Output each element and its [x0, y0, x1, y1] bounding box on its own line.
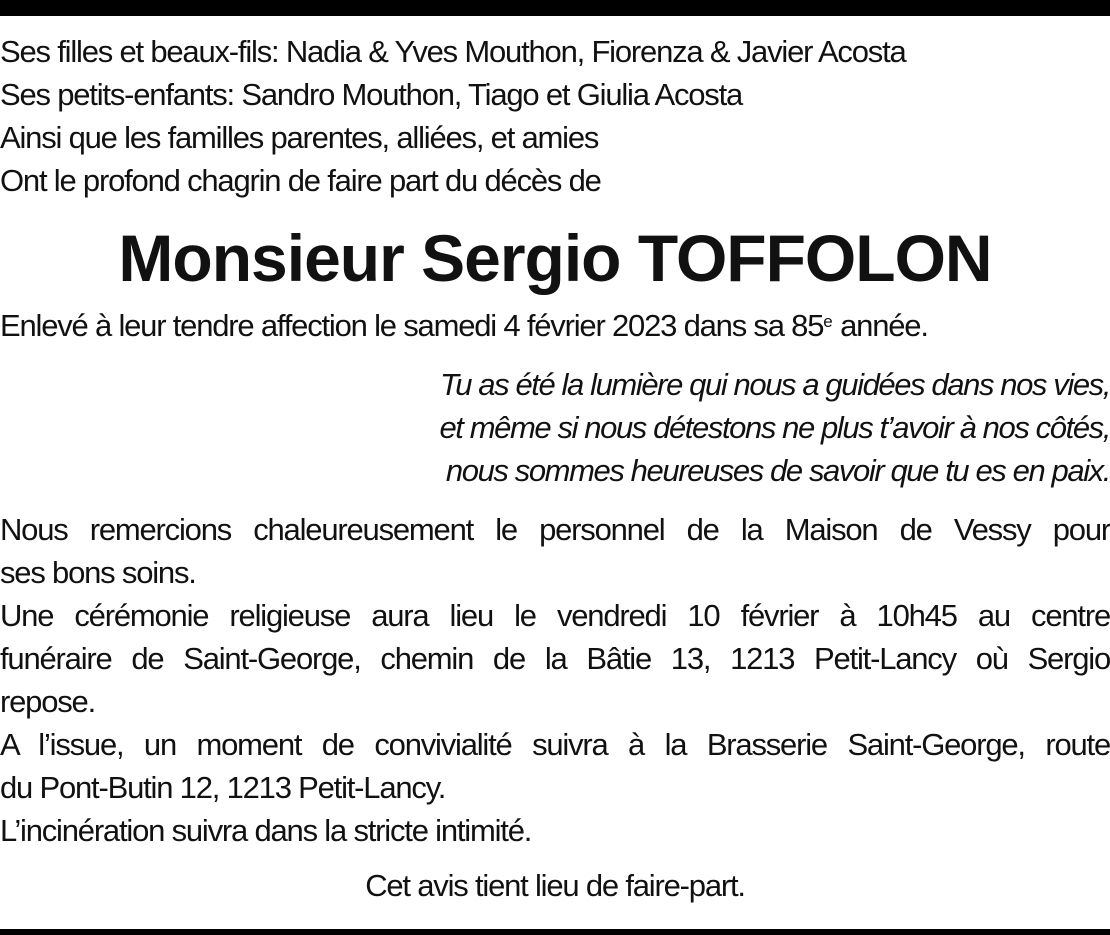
death-announcement [0, 304, 1110, 347]
ceremony-line: Une cérémonie religieuse aura lieu le vendredi 10 février à 10h45 au centre [0, 598, 1110, 633]
ceremony-line: funéraire de Saint-George, chemin de la Bâtie 13, 1213 Petit-Lancy où Sergio [0, 641, 1110, 676]
thanks-line: ses bons soins. [0, 555, 196, 590]
family-header [0, 30, 1110, 202]
reception-line: du Pont-Butin 12, 1213 Petit-Lancy. [0, 770, 446, 805]
deceased-name: Monsieur Sergio TOFFOLON [118, 221, 992, 295]
closing-note: Cet avis tient lieu de faire-part. [365, 868, 745, 903]
quote-line: nous sommes heureuses de savoir que tu es en paix. [445, 453, 1110, 488]
incineration-paragraph [0, 809, 1110, 852]
announcement-superscript: e [823, 312, 833, 331]
quote-line: et même si nous détestons ne plus t’avoir à nos côtés, [439, 410, 1110, 445]
ceremony-paragraph [0, 594, 1110, 723]
obituary-notice [0, 30, 1110, 907]
ceremony-line: repose. [0, 684, 95, 719]
thanks-line: Nous remercions chaleureusement le personnel de la Maison de Vessy pour [0, 512, 1110, 547]
family-line-grandchildren: Ses petits-enfants: Sandro Mouthon, Tiago et Giulia Acosta [0, 77, 743, 112]
announcement-text: Enlevé à leur tendre affection le samedi 4 février 2023 dans sa 85 [0, 308, 824, 343]
announcement-suffix: année. [832, 308, 928, 343]
top-border-rule [0, 0, 1110, 16]
notice-body [0, 508, 1110, 852]
family-line-daughters: Ses filles et beaux-fils: Nadia & Yves Mouthon, Fiorenza & Javier Acosta [0, 34, 906, 69]
thanks-paragraph [0, 508, 1110, 594]
bottom-border-rule [0, 929, 1110, 935]
quote-line: Tu as été la lumière qui nous a guidées dans nos vies, [440, 367, 1110, 402]
memorial-quote [0, 363, 1110, 492]
family-line-relatives: Ainsi que les familles parentes, alliées, et amies [0, 120, 599, 155]
family-line-intro: Ont le profond chagrin de faire part du décès de [0, 163, 601, 198]
reception-paragraph [0, 723, 1110, 809]
incineration-line: L’incinération suivra dans la stricte intimité. [0, 813, 532, 848]
reception-line: A l’issue, un moment de convivialité suivra à la Brasserie Saint-George, route [0, 727, 1110, 762]
